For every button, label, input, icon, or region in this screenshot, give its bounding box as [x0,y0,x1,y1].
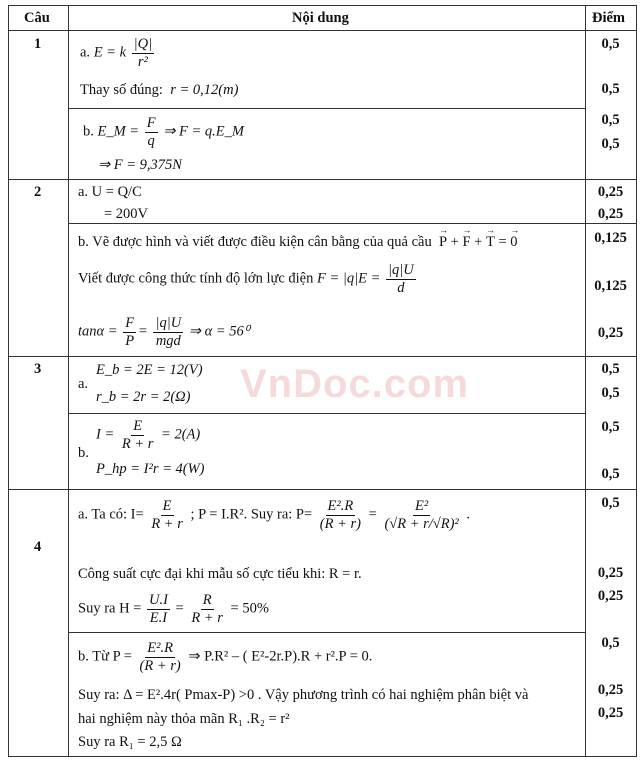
table-border [68,223,637,224]
q3-b-line1 [96,418,200,452]
numerator: |Q| [133,36,153,52]
fraction [147,592,170,626]
denominator: R + r [151,515,183,532]
vector: → 0 [510,235,517,250]
q2-a-line1: a. U = Q/C [78,184,142,200]
denominator: (√R + r/√R)² [384,515,459,532]
points: 0,25 [597,588,624,604]
text: ; P = I.R². Suy ra: P= [190,506,313,523]
q2-a-line2: = 200V [104,206,149,222]
question-number: 3 [34,361,42,377]
fraction [123,315,136,349]
math: ⇒ F = q.E_M [163,123,244,140]
numerator: E [162,498,172,514]
points: 0,5 [601,466,620,482]
text: = 50% [230,600,269,617]
points: 0,5 [601,495,620,511]
math: ⇒ α = 56⁰ [188,323,250,340]
table-border [8,356,637,357]
watermark-logo: VnDoc.com [240,362,470,406]
fraction [318,498,363,532]
q3-a-line1: E_b = 2E = 12(V) [96,362,203,378]
text: b. Vẽ được hình và viết được điều kiện cân bằng của quả cầu [78,234,432,250]
fraction [189,592,225,626]
q3-a-line2: r_b = 2r = 2(Ω) [96,389,191,405]
math: = 2(A) [161,426,201,443]
label: b. [83,123,94,140]
numerator: |q|U [155,315,182,331]
denominator: P [125,332,135,349]
points: 0,5 [601,361,620,377]
numerator: E [133,418,143,434]
q4-b-line4: Suy ra R₁ = 2,5 Ω [78,734,182,750]
points: 0,25 [597,206,624,222]
points: 0,5 [601,419,620,435]
text: ⇒ P.R² – ( E²-2r.P).R + r².P = 0. [188,648,373,665]
text: a. Ta có: I= [78,506,144,523]
points: 0,5 [601,81,620,97]
points: 0,25 [597,565,624,581]
points: 0,5 [601,136,620,152]
table-border [8,30,637,31]
fraction [138,640,183,674]
table-border [8,5,9,757]
text: Thay số đúng: [80,82,163,98]
fraction [386,262,416,296]
q2-b-line2 [78,262,418,296]
q2-b-line3: tanα = $\frac{F}{P}$ = |q|U mgd ⇒ α = 56⁰ [78,315,250,349]
vector: → T [486,235,495,250]
points: 0,125 [594,278,627,294]
points: 0,5 [601,385,620,401]
points: 0,25 [597,682,624,698]
question-number: 4 [34,539,42,555]
fraction [153,315,183,349]
math: r = 0,12(m) [170,82,239,98]
q4-b-line3: hai nghiệm này thỏa mãn R₁ .R₂ = r² [78,711,290,727]
q4-b-line1 [78,640,372,674]
header-noidung: Nội dung [292,10,349,26]
text: Suy ra H = [78,600,142,617]
denominator: R + r [191,609,223,626]
numerator: E².R [327,498,354,514]
q1-a-formula [80,36,156,70]
question-number: 1 [34,36,42,52]
table-border [8,756,637,757]
q4-a-line1 [78,498,470,532]
fraction [132,36,154,70]
math: F = |q|E = [316,270,381,287]
label: b. [78,445,89,461]
q3-b-line2: P_hp = I²r = 4(W) [96,461,205,477]
vector: → P [439,235,447,250]
q1-a-substitution [80,83,238,98]
points: 0,5 [601,112,620,128]
table-border [68,108,585,109]
points: 0,5 [601,36,620,52]
denominator: E.I [149,609,168,626]
fraction [149,498,185,532]
denominator: d [397,279,405,296]
vector: → F [462,235,470,250]
q1-b-result: ⇒ F = 9,375N [98,157,182,173]
points: 0,5 [601,635,620,651]
numerator: E².R [147,640,173,656]
table-border [636,5,637,757]
label: a. [80,44,91,61]
fraction [120,418,156,452]
math: E_M = [97,123,140,140]
denominator: q [147,132,155,149]
table-border [8,489,637,490]
table-border [68,5,69,757]
numerator: R [202,592,212,608]
denominator: r² [137,53,148,70]
question-number: 2 [34,184,42,200]
points: 0,125 [594,230,627,246]
math: E = k [93,44,127,61]
q4-b-line2: Suy ra: Δ = E².4r( Pmax-P) >0 . Vậy phương trình có hai nghiệm phân biệt và [78,687,529,703]
fraction [145,115,158,149]
denominator: (R + r) [139,657,181,674]
table-border [8,179,637,180]
q1-b-formula [83,115,244,149]
numerator: U.I [148,592,168,608]
text: Viết được công thức tính độ lớn lực điện [78,270,314,287]
fraction [382,498,460,532]
numerator: F [125,315,135,331]
table-border [68,413,585,414]
q4-a-line2: Công suất cực đại khi mẫu số cực tiểu khi: R = r. [78,566,362,582]
math: I = [96,426,115,443]
q4-a-line3 [78,592,269,626]
points: 0,25 [597,705,624,721]
denominator: mgd [155,332,181,349]
points: 0,25 [597,325,624,341]
header-diem: Điểm [592,10,626,26]
text: = [175,600,184,617]
math: tanα = [78,323,118,340]
text: b. Từ P = [78,648,132,665]
label: a. [78,376,89,392]
denominator: R + r [121,435,154,452]
numerator: |q|U [388,262,414,278]
denominator: (R + r) [319,515,361,532]
q2-b-line1: b. Vẽ được hình và viết được điều kiện cân bằng của quả cầu → P + → F + → T = → 0 [78,235,518,250]
table-border [8,5,637,6]
table-border [68,632,585,633]
header-cau: Câu [24,10,50,26]
numerator: F [146,115,156,131]
points: 0,25 [597,184,624,200]
numerator: E² [415,498,429,514]
text: = [368,506,377,523]
text: . [466,506,471,523]
